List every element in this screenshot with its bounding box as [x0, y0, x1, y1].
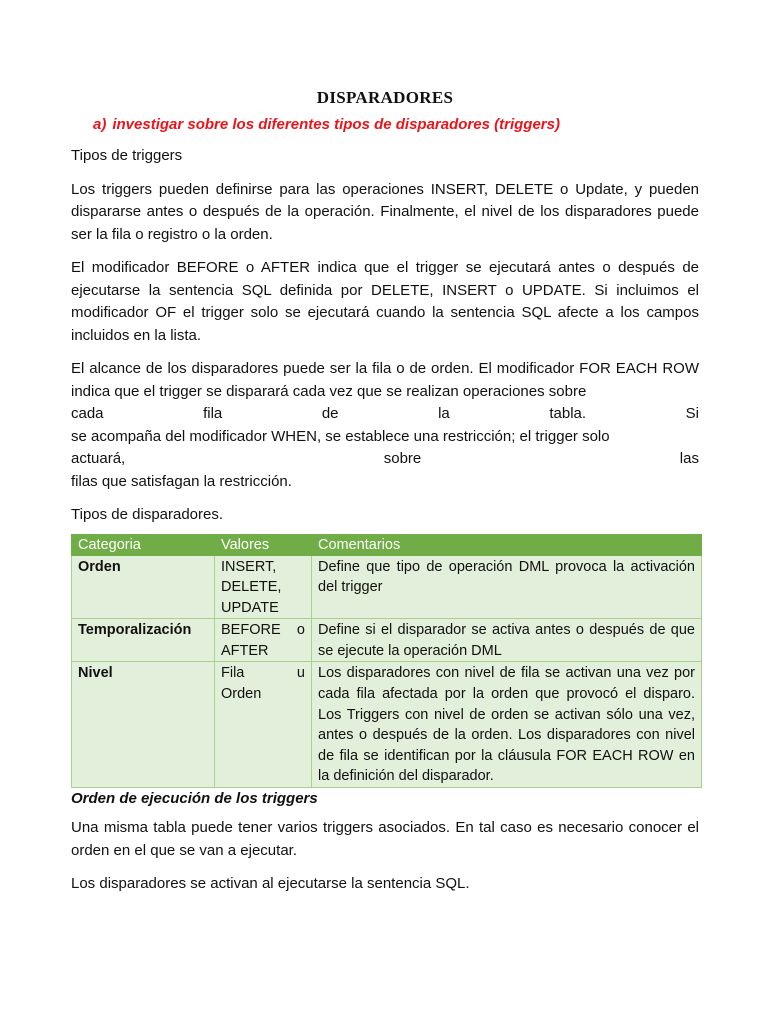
value-word: Fila [221, 665, 245, 682]
value-word: u [296, 665, 305, 682]
word: la [438, 405, 450, 422]
heading-tipos-disparadores: Tipos de disparadores. [71, 506, 224, 523]
value-line: AFTER [221, 642, 269, 659]
word: las [679, 450, 699, 467]
paragraph-4: Una misma tabla puede tener varios triggers asociados. En tal caso es necesario conocer el orden en el que se van a ejecutar. [71, 819, 699, 859]
category-cell: Nivel [72, 662, 215, 788]
table-row [72, 555, 702, 619]
paragraph-3-line-1: El alcance de los disparadores puede ser la fila o de orden. El modificador FOR EACH ROW indica que el trigger se disparará cada vez que se realizan operaciones sobre [71, 360, 699, 400]
values-cell [215, 619, 312, 662]
word: fila [203, 405, 223, 422]
word: de [321, 405, 339, 422]
heading-tipos-triggers: Tipos de triggers [71, 147, 183, 164]
paragraph-3 [71, 358, 699, 493]
subtitle-marker: a) [93, 116, 107, 133]
paragraph-1: Los triggers pueden definirse para las operaciones INSERT, DELETE o Update, y pueden dispararse antes o después de la operación. Finalmente, el nivel de los disparadores puede ser la fila o registro o la orden. [71, 180, 699, 243]
values-cell [215, 662, 312, 788]
paragraph-3-line-2 [71, 403, 699, 426]
table-header-row [72, 534, 702, 555]
paragraph-3-line-4 [71, 448, 699, 471]
word: Si [685, 405, 699, 422]
column-header-valores: Valores [215, 534, 312, 555]
paragraph-3-line-5: filas que satisfagan la restricción. [71, 472, 292, 490]
table-row [72, 619, 702, 662]
document-title: DISPARADORES [316, 88, 454, 107]
category-cell: Orden [72, 555, 215, 619]
paragraph-2: El modificador BEFORE o AFTER indica que el trigger se ejecutará antes o después de ejecutarse la sentencia SQL definida por DELETE, INSERT o UPDATE. Si incluimos el modificador OF el trigger solo se ejecutará cuando la sentencia SQL afecte a los campos incluidos en la lista. [71, 259, 699, 344]
table-row [72, 662, 702, 788]
value-line: INSERT, [221, 558, 277, 575]
paragraph-3-line-3: se acompaña del modificador WHEN, se establece una restricción; el trigger solo [71, 427, 610, 445]
value-line: DELETE, [221, 579, 282, 596]
word: cada [71, 405, 104, 422]
subtitle-text: investigar sobre los diferentes tipos de disparadores (triggers) [112, 116, 560, 133]
value-line [221, 663, 305, 684]
value-word: o [296, 622, 305, 639]
column-header-categoria: Categoria [72, 534, 215, 555]
paragraph-5: Los disparadores se activan al ejecutarse la sentencia SQL. [71, 875, 470, 893]
comment-cell: Define que tipo de operación DML provoca la activación del trigger [312, 555, 702, 619]
word: sobre [383, 450, 422, 467]
value-line: Orden [221, 686, 262, 703]
subtitle [93, 116, 699, 133]
values-cell [215, 555, 312, 619]
section-heading-orden: Orden de ejecución de los triggers [71, 790, 318, 808]
column-header-comentarios: Comentarios [312, 534, 702, 555]
value-word: BEFORE [221, 622, 281, 639]
category-cell: Temporalización [72, 619, 215, 662]
trigger-types-table [71, 534, 702, 789]
document-page [71, 88, 699, 896]
comment-cell: Define si el disparador se activa antes o después de que se ejecute la operación DML [312, 619, 702, 662]
comment-cell: Los disparadores con nivel de fila se activan una vez por cada fila afectada por la orden que provocó el disparo. Los Triggers con nivel de orden se activan sólo una vez, antes o después de la orden. Los disparadores con nivel de fila se identifican por la cláusula FOR EACH ROW en la definición del disparador. [312, 662, 702, 788]
value-line: UPDATE [221, 599, 279, 616]
word: actuará, [71, 450, 126, 467]
value-line [221, 620, 305, 641]
word: tabla. [549, 405, 587, 422]
